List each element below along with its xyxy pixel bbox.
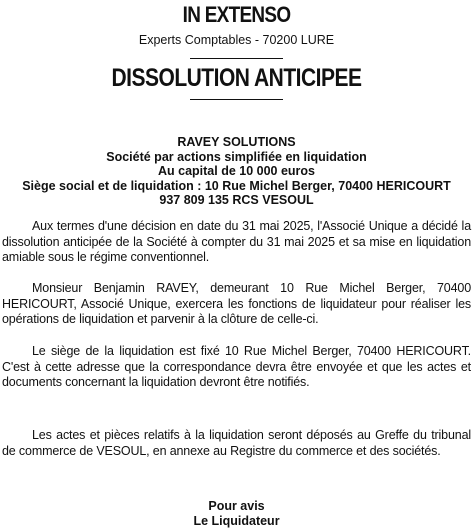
paragraph-filing bbox=[2, 428, 471, 459]
bottom-divider bbox=[190, 99, 283, 100]
company-legal-form: Société par actions simplifiée en liquidation bbox=[106, 149, 367, 164]
company-name: RAVEY SOLUTIONS bbox=[177, 135, 296, 149]
firm-name: IN EXTENSO bbox=[182, 2, 291, 27]
company-registration: 937 809 135 RCS VESOUL bbox=[159, 193, 314, 208]
top-divider bbox=[190, 58, 283, 59]
paragraph-dissolution bbox=[2, 219, 471, 266]
company-seat: Siège social et de liquidation : 10 Rue Michel Berger, 70400 HERICOURT bbox=[22, 178, 451, 193]
paragraph-3-text: Le siège de la liquidation est fixé 10 Rue Michel Berger, 70400 HERICOURT. C'est à cette adresse que la correspondance devra être envoyée et que les actes et documents concernant la liquidation devront être notifiés. bbox=[2, 344, 471, 390]
paragraph-4-text: Les actes et pièces relatifs à la liquidation seront déposés au Greffe du tribunal de commerce de VESOUL, en annexe au Registre du commerce et des sociétés. bbox=[2, 428, 471, 458]
company-capital: Au capital de 10 000 euros bbox=[157, 164, 315, 179]
paragraph-liquidator bbox=[2, 281, 471, 328]
signature-line-1: Pour avis bbox=[208, 499, 265, 513]
firm-subtitle: Experts Comptables - 70200 LURE bbox=[138, 33, 335, 47]
signature-block bbox=[0, 499, 473, 529]
company-block bbox=[0, 135, 473, 208]
paragraph-2-text: Monsieur Benjamin RAVEY, demeurant 10 Rue Michel Berger, 70400 HERICOURT, Associé Unique, exercera les fonctions de liquidateur pour réaliser les opérations de liquidation et parvenir à la clôture de celle-ci. bbox=[2, 281, 471, 327]
signature-line-2: Le Liquidateur bbox=[193, 514, 280, 528]
paragraph-1-text: Aux termes d'une décision en date du 31 mai 2025, l'Associé Unique a décidé la dissolution anticipée de la Société à compter du 31 mai 2025 et sa mise en liquidation amiable sous le régime conventionnel. bbox=[2, 219, 471, 265]
paragraph-liquidation-seat bbox=[2, 344, 471, 391]
notice-headline: DISSOLUTION ANTICIPEE bbox=[111, 64, 362, 92]
